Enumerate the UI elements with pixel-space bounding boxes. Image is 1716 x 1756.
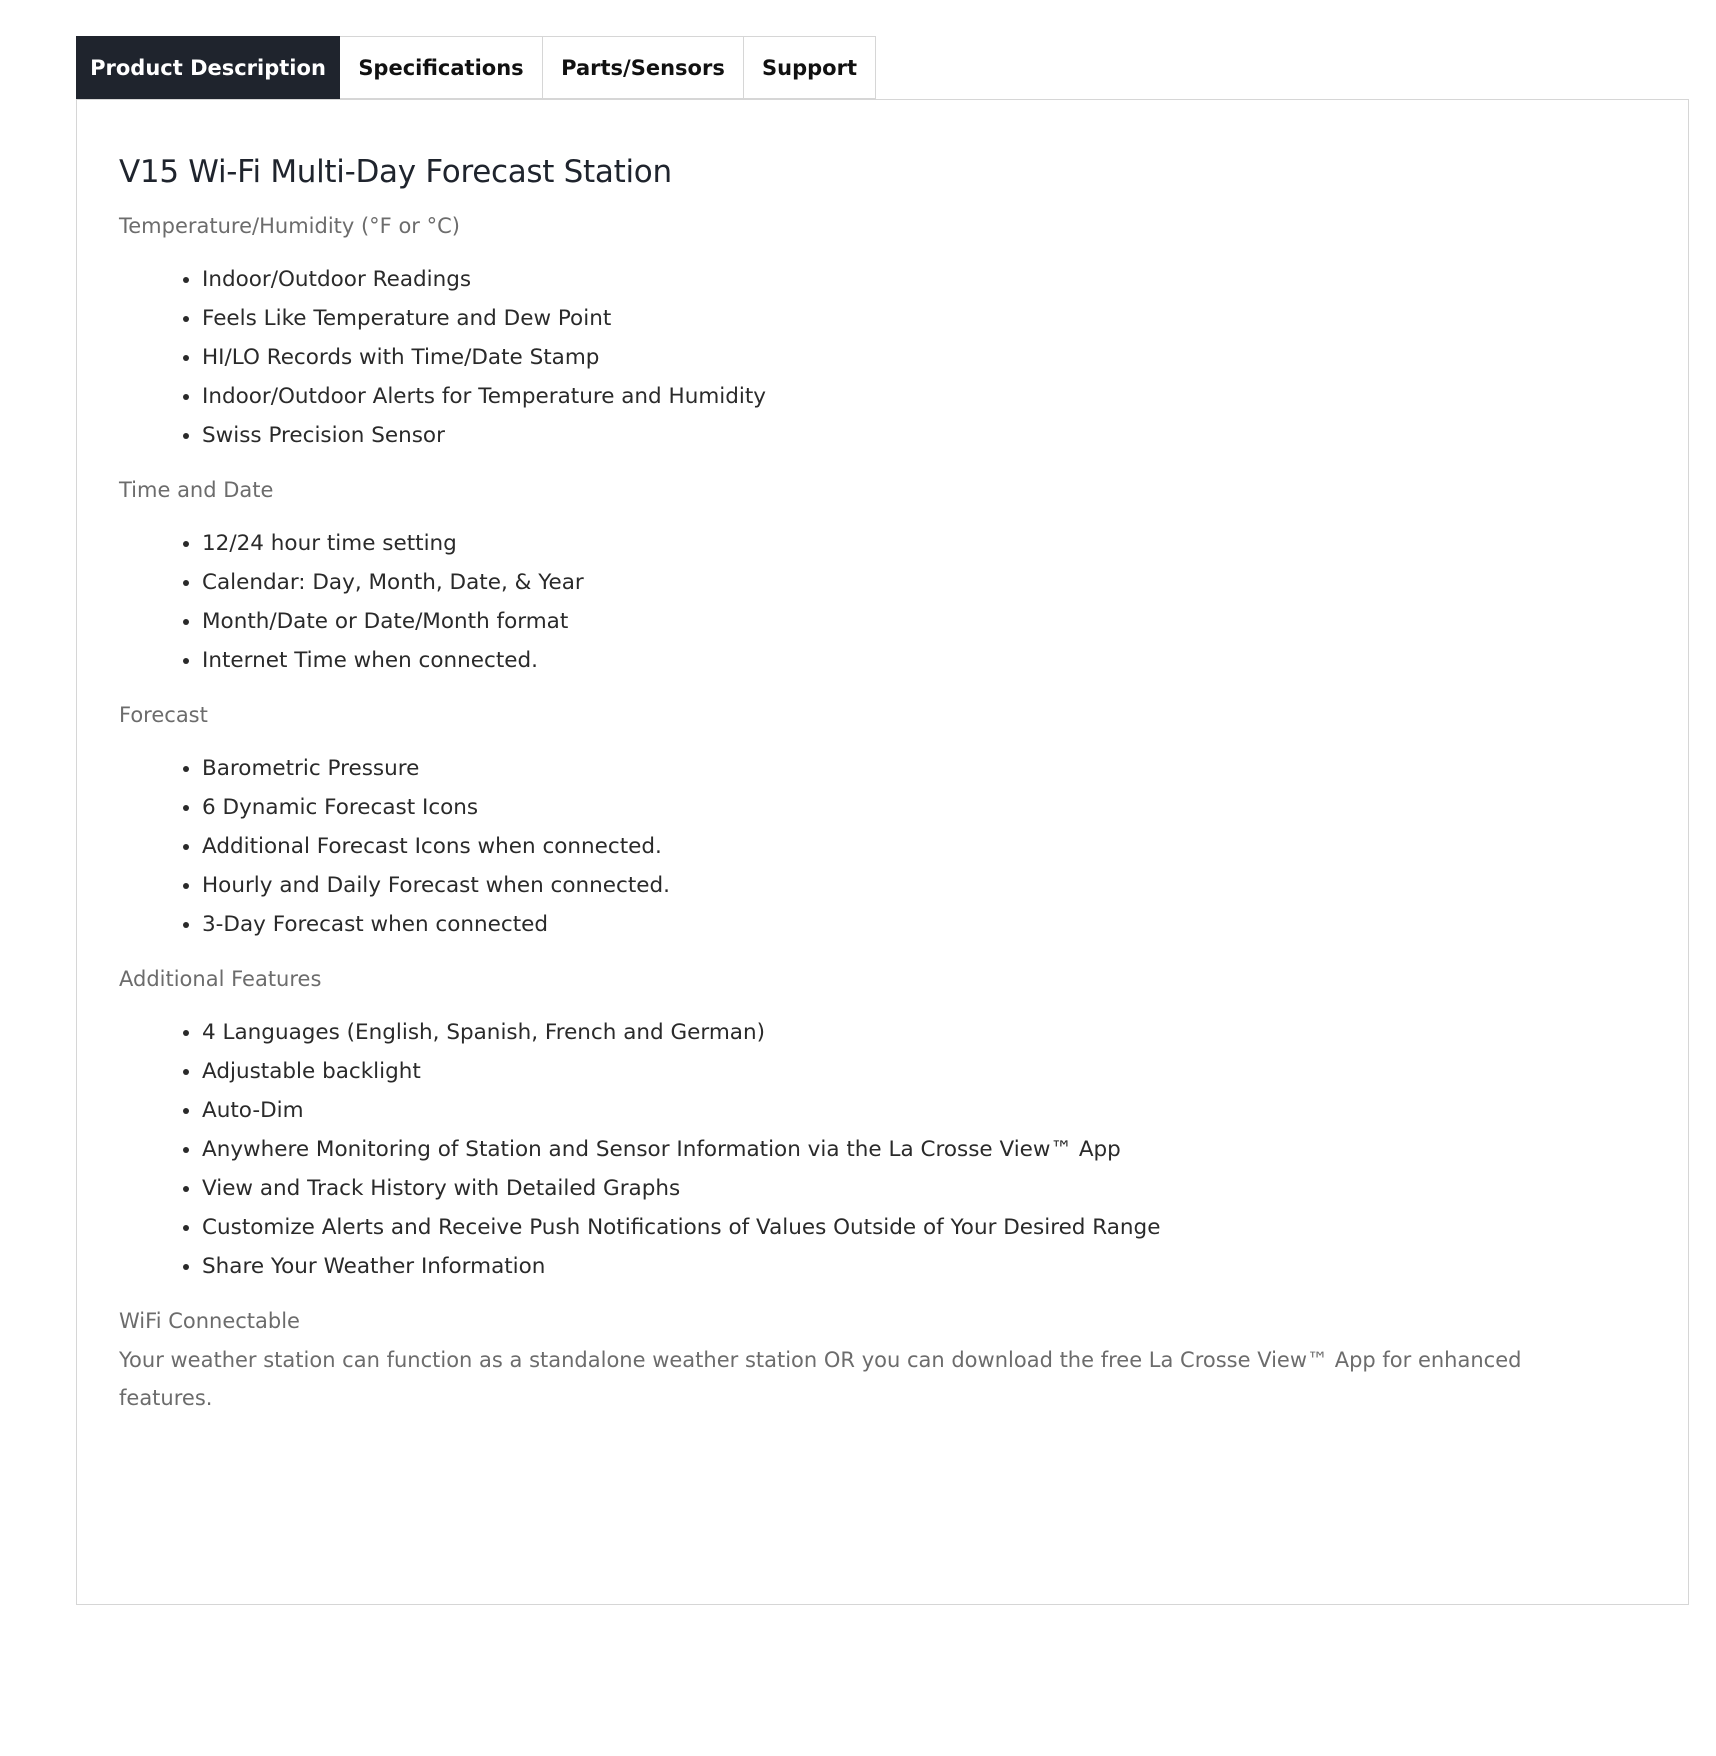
section-heading-wifi: WiFi Connectable bbox=[119, 1309, 300, 1333]
section-heading-additional-features: Additional Features bbox=[119, 967, 322, 991]
list-item: • Auto-Dim bbox=[202, 1091, 1639, 1130]
tab-specifications[interactable]: Specifications bbox=[340, 36, 543, 99]
wifi-description: Your weather station can function as a standalone weather station OR you can download the free La Crosse View™ App for enhanced features. bbox=[119, 1348, 1522, 1410]
list-item: • 3-Day Forecast when connected bbox=[202, 905, 1639, 944]
list-item: • 12/24 hour time setting bbox=[202, 524, 1639, 563]
list-item: • 4 Languages (English, Spanish, French and German) bbox=[202, 1013, 1639, 1052]
list-item: • Internet Time when connected. bbox=[202, 641, 1639, 680]
tab-parts-sensors[interactable]: Parts/Sensors bbox=[543, 36, 744, 99]
list-item: • Additional Forecast Icons when connected. bbox=[202, 827, 1639, 866]
list-item: • Anywhere Monitoring of Station and Sensor Information via the La Crosse View™ App bbox=[202, 1130, 1639, 1169]
list-item: • Indoor/Outdoor Alerts for Temperature and Humidity bbox=[202, 377, 1639, 416]
list-item: • HI/LO Records with Time/Date Stamp bbox=[202, 338, 1639, 377]
list-item: • Barometric Pressure bbox=[202, 749, 1639, 788]
list-item: • Swiss Precision Sensor bbox=[202, 416, 1639, 455]
list-item: • 6 Dynamic Forecast Icons bbox=[202, 788, 1639, 827]
product-description-content bbox=[119, 152, 1639, 1417]
feature-list-temperature-humidity bbox=[119, 260, 1639, 455]
feature-list-forecast bbox=[119, 749, 1639, 944]
section-heading-temperature-humidity: Temperature/Humidity (°F or °C) bbox=[119, 214, 460, 238]
list-item: • Customize Alerts and Receive Push Notifications of Values Outside of Your Desired Range bbox=[202, 1208, 1639, 1247]
product-title: V15 Wi-Fi Multi-Day Forecast Station bbox=[119, 154, 672, 190]
list-item: • Month/Date or Date/Month format bbox=[202, 602, 1639, 641]
list-item: • Hourly and Daily Forecast when connected. bbox=[202, 866, 1639, 905]
feature-list-time-date bbox=[119, 524, 1639, 680]
tab-product-description[interactable]: Product Description bbox=[76, 36, 340, 99]
tab-bar bbox=[76, 36, 876, 99]
list-item: • View and Track History with Detailed Graphs bbox=[202, 1169, 1639, 1208]
feature-list-additional-features bbox=[119, 1013, 1639, 1286]
section-heading-time-date: Time and Date bbox=[119, 478, 274, 502]
list-item: • Share Your Weather Information bbox=[202, 1247, 1639, 1286]
list-item: • Feels Like Temperature and Dew Point bbox=[202, 299, 1639, 338]
tab-support[interactable]: Support bbox=[744, 36, 876, 99]
list-item: • Indoor/Outdoor Readings bbox=[202, 260, 1639, 299]
tab-panel-product-description bbox=[76, 99, 1689, 1605]
list-item: • Calendar: Day, Month, Date, & Year bbox=[202, 563, 1639, 602]
list-item: • Adjustable backlight bbox=[202, 1052, 1639, 1091]
section-heading-forecast: Forecast bbox=[119, 703, 208, 727]
